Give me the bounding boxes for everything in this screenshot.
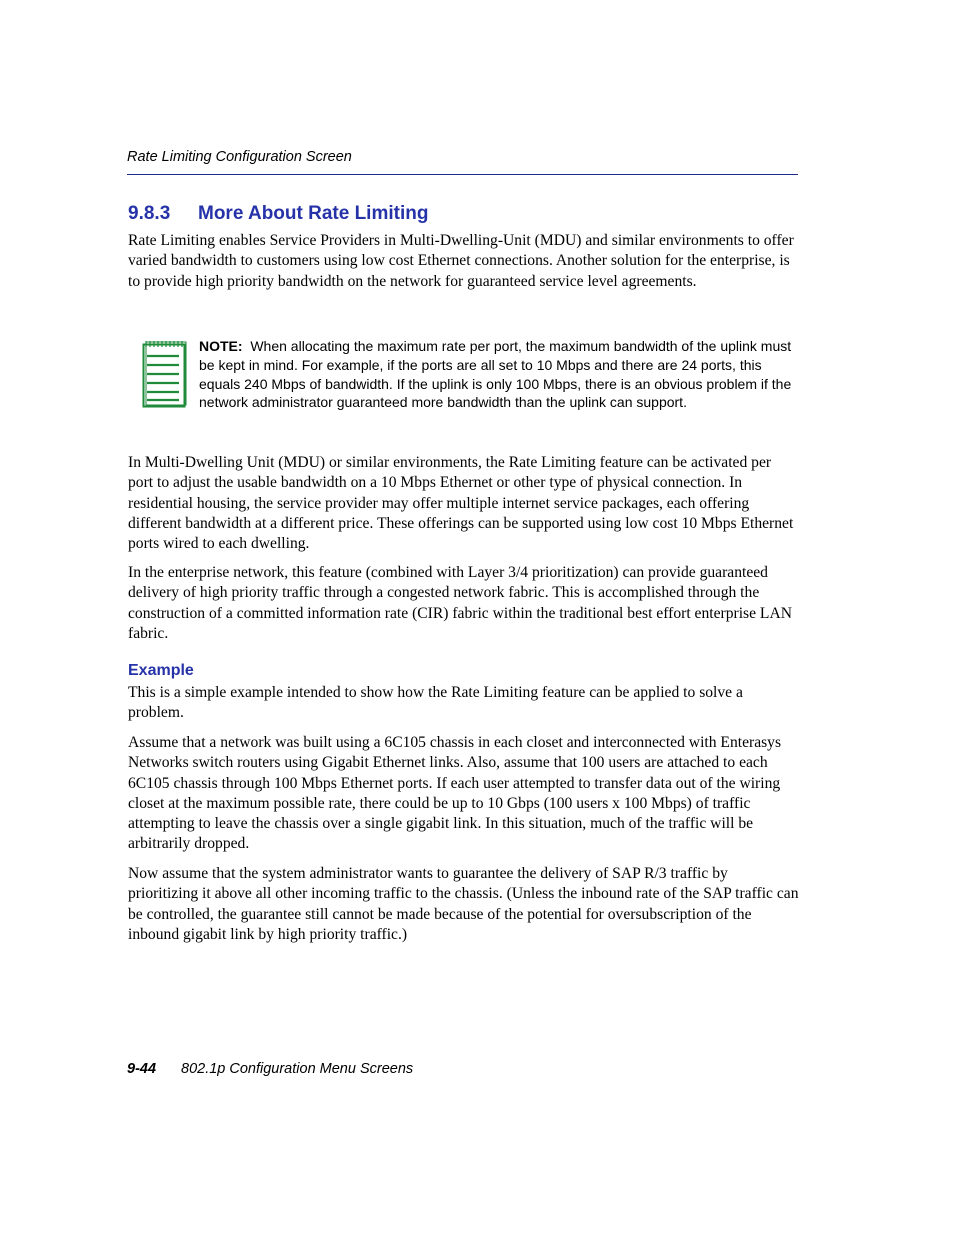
- running-header: Rate Limiting Configuration Screen: [127, 149, 352, 165]
- header-rule: [127, 174, 798, 175]
- example-paragraph-sap: Now assume that the system administrator wants to guarantee the delivery of SAP R/3 traffic by prioritizing it above all other incoming traffic to the chassis. (Unless the inbound rate of the SAP traffic can be controlled, the guarantee still cannot be made because of the potential for oversubscription of the inbound gigabit link by high priority traffic.): [128, 865, 799, 943]
- example-paragraph-intro: This is a simple example intended to show how the Rate Limiting feature can be applied to solve a problem.: [128, 684, 743, 722]
- paragraph-enterprise: In the enterprise network, this feature (combined with Layer 3/4 prioritization) can provide guaranteed delivery of high priority traffic through a congested network fabric. This is accomplished through the construction of a committed information rate (CIR) fabric within the traditional best effort enterprise LAN fabric.: [128, 564, 792, 642]
- note-body: When allocating the maximum rate per port, the maximum bandwidth of the uplink must be kept in mind. For example, if the ports are all set to 10 Mbps and there are 24 ports, this equals 240 Mbps of bandwidth. If the uplink is only 100 Mbps, there is an obvious problem if the network administrator guaranteed more bandwidth than the uplink can support.: [199, 338, 792, 411]
- paragraph-mdu: In Multi-Dwelling Unit (MDU) or similar environments, the Rate Limiting feature can be activated per port to adjust the usable bandwidth on a 10 Mbps Ethernet or other type of physical connection. In residential housing, the service provider may offer multiple internet service packages, each offering different bandwidth at a different price. These offerings can be supported using low cost 10 Mbps Ethernet ports wired to each dwelling.: [128, 454, 794, 553]
- page-number: 9-44: [127, 1061, 157, 1077]
- section-heading: [128, 203, 428, 225]
- section-title: More About Rate Limiting: [198, 203, 429, 224]
- example-paragraph-network: Assume that a network was built using a 6C105 chassis in each closet and interconnected with Enterasys Networks switch routers using Gigabit Ethernet links. Also, assume that 100 users are attached to each 6C105 chassis through 100 Mbps Ethernet ports. If each user attempted to transfer data out of the wiring closet at the maximum possible rate, there could be up to 10 Gbps (100 users x 100 Mbps) of traffic attempting to leave the chassis over a single gigabit link. In this situation, much of the traffic will be arbitrarily dropped.: [128, 734, 782, 853]
- intro-paragraph: Rate Limiting enables Service Providers in Multi-Dwelling-Unit (MDU) and similar environments to offer varied bandwidth to customers using low cost Ethernet connections. Another solution for the enterprise, is to provide high priority bandwidth on the network for guaranteed service level agreements.: [128, 232, 794, 290]
- page-footer: [127, 1061, 413, 1077]
- note-text: [199, 337, 799, 412]
- chapter-title: 802.1p Configuration Menu Screens: [181, 1061, 414, 1077]
- section-number: 9.8.3: [128, 203, 171, 224]
- notepad-icon: [141, 340, 187, 408]
- note-label: NOTE:: [199, 338, 243, 354]
- example-heading: Example: [128, 662, 194, 679]
